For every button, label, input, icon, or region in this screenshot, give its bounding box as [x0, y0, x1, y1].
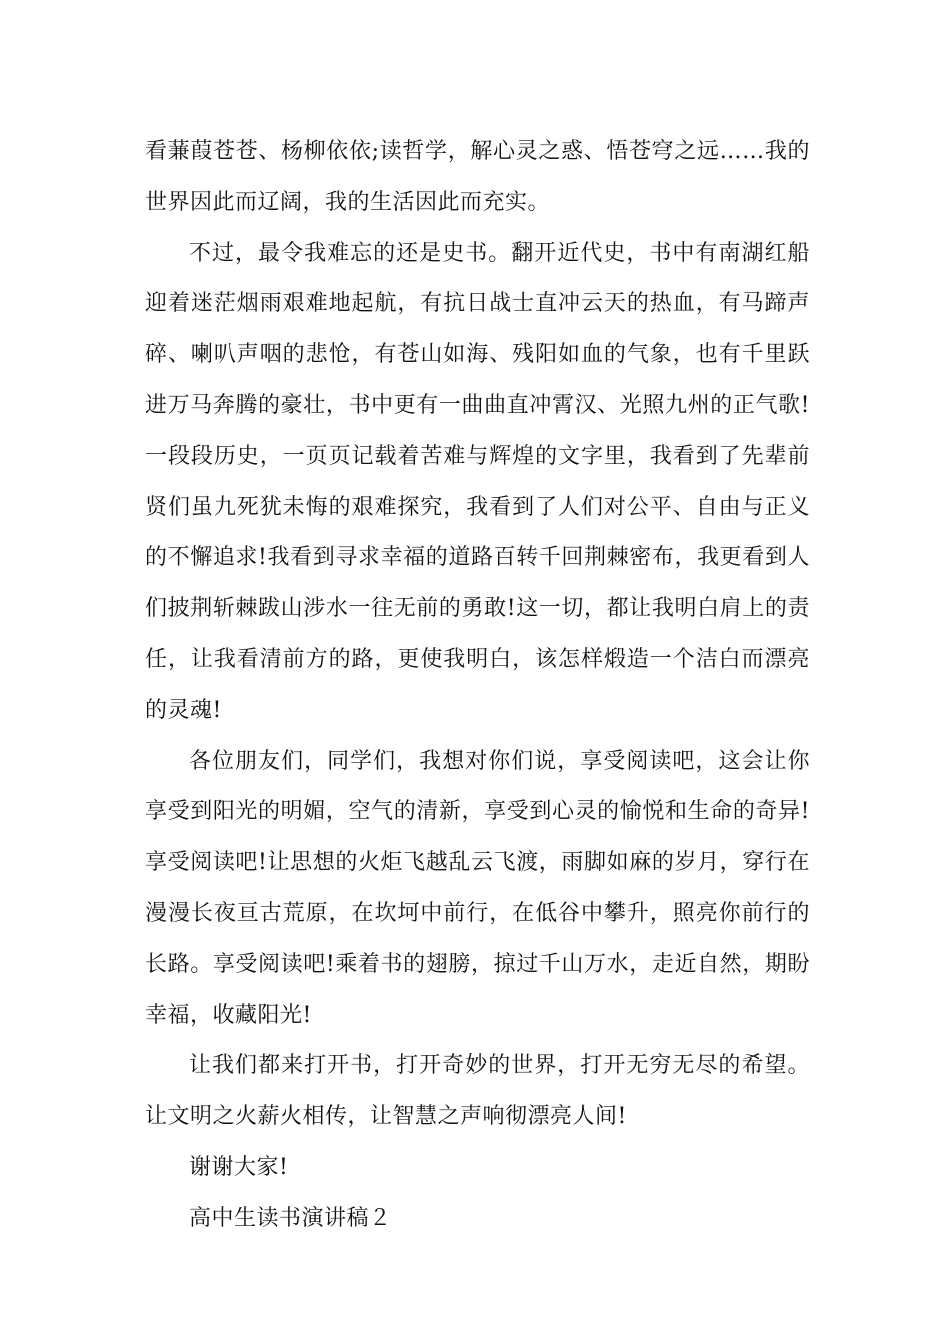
text-line: 幸福，收藏阳光!: [145, 1002, 312, 1028]
text-line: 迎着迷茫烟雨艰难地起航，有抗日战士直冲云天的热血，有马蹄声: [145, 291, 810, 317]
paragraph: [145, 1194, 810, 1245]
paragraph: [145, 1143, 810, 1194]
text-line: 享受阅读吧!让思想的火炬飞越乱云飞渡，雨脚如麻的岁月，穿行在: [145, 850, 810, 876]
text-line: 们披荆斩棘跋山涉水一往无前的勇敢!这一切，都让我明白肩上的责: [145, 596, 810, 622]
text-line: 不过，最令我难忘的还是史书。翻开近代史，书中有南湖红船: [189, 240, 810, 266]
paragraph: [145, 127, 810, 229]
text-line: 一段段历史，一页页记载着苦难与辉煌的文字里，我看到了先辈前: [145, 443, 810, 469]
text-line: 世界因此而辽阔，我的生活因此而充实。: [145, 189, 551, 215]
document-body: [145, 127, 810, 1245]
text-line: 让我们都来打开书，打开奇妙的世界，打开无穷无尽的希望。: [189, 1053, 810, 1079]
text-line: 看蒹葭苍苍、杨柳依依;读哲学，解心灵之惑、悟苍穹之远……我的: [145, 139, 810, 164]
text-line: 享受到阳光的明媚，空气的清新，享受到心灵的愉悦和生命的奇异!: [145, 799, 810, 825]
text-line: 长路。享受阅读吧!乘着书的翅膀，掠过千山万水，走近自然，期盼: [145, 951, 810, 977]
paragraph: [145, 737, 810, 1042]
text-line: 碎、喇叭声咽的悲怆，有苍山如海、残阳如血的气象，也有千里跃: [145, 342, 810, 368]
text-line: 贤们虽九死犹未悔的艰难探究，我看到了人们对公平、自由与正义: [145, 494, 810, 520]
text-line: 各位朋友们，同学们，我想对你们说，享受阅读吧，这会让你: [189, 748, 810, 774]
text-line: 任，让我看清前方的路，更使我明白，该怎样煅造一个洁白而漂亮: [145, 646, 810, 672]
text-line: 让文明之火薪火相传，让智慧之声响彻漂亮人间!: [145, 1104, 627, 1130]
text-line: 进万马奔腾的豪壮，书中更有一曲曲直冲霄汉、光照九州的正气歌!: [145, 392, 810, 418]
paragraph: [145, 1041, 810, 1143]
text-line: 的不懈追求!我看到寻求幸福的道路百转千回荆棘密布，我更看到人: [145, 545, 810, 571]
text-line: 漫漫长夜亘古荒原，在坎坷中前行，在低谷中攀升，照亮你前行的: [145, 900, 810, 926]
paragraph: [145, 229, 810, 737]
text-line: 谢谢大家!: [189, 1154, 289, 1180]
text-line: 的灵魂!: [145, 697, 222, 723]
section-heading: 高中生读书演讲稿２: [189, 1205, 392, 1231]
